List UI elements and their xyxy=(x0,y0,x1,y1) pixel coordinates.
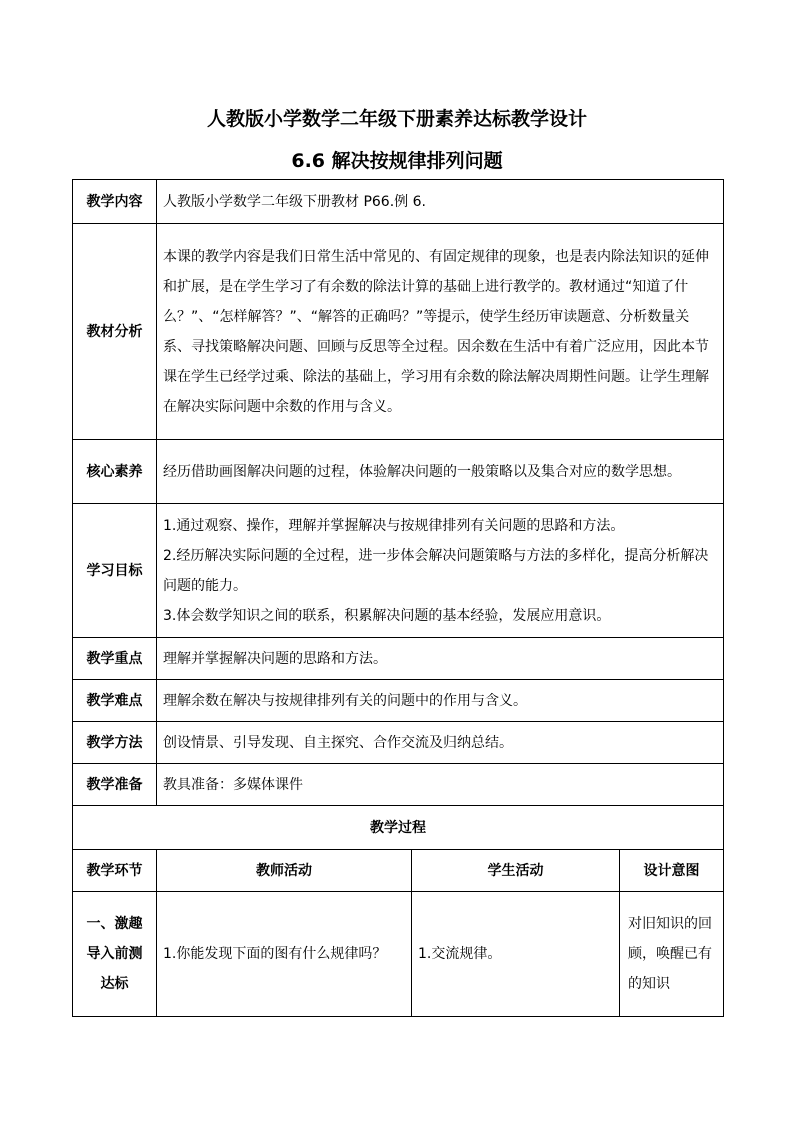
goal-item: 3.体会数学知识之间的联系，积累解决问题的基本经验，发展应用意识。 xyxy=(163,607,611,624)
label-preparation: 教学准备 xyxy=(73,764,157,806)
value-method: 创设情景、引导发现、自主探究、合作交流及归纳总结。 xyxy=(157,722,724,764)
label-material-analysis: 教材分析 xyxy=(73,224,157,440)
goal-item: 2.经历解决实际问题的全过程，进一步体会解决问题策略与方法的多样化，提高分析解决问题的能力。 xyxy=(163,547,709,594)
label-key-point: 教学重点 xyxy=(73,638,157,680)
row-preparation xyxy=(73,764,724,806)
value-learning-goals xyxy=(157,504,724,638)
value-preparation: 教具准备：多媒体课件 xyxy=(157,764,724,806)
value-core-literacy: 经历借助画图解决问题的过程，体验解决问题的一般策略以及集合对应的数学思想。 xyxy=(157,440,724,504)
value-difficulty: 理解余数在解决与按规律排列有关的问题中的作用与含义。 xyxy=(157,680,724,722)
row-process-headers xyxy=(73,850,724,892)
row-process-heading xyxy=(73,806,724,850)
header-stage: 教学环节 xyxy=(73,850,157,892)
label-difficulty: 教学难点 xyxy=(73,680,157,722)
row-key-point xyxy=(73,638,724,680)
row-material-analysis xyxy=(73,224,724,440)
lesson-plan-table xyxy=(72,179,724,1017)
label-learning-goals: 学习目标 xyxy=(73,504,157,638)
label-teaching-content: 教学内容 xyxy=(73,180,157,224)
stage-1-label: 一、激趣导入前测达标 xyxy=(73,892,157,1017)
process-heading: 教学过程 xyxy=(73,806,724,850)
value-material-analysis: 本课的教学内容是我们日常生活中常见的、有固定规律的现象，也是表内除法知识的延伸和扩展，是在学生学习了有余数的除法计算的基础上进行教学的。教材通过“知道了什么？”、“怎样解答？”、“解答的正确吗？”等提示，使学生经历审读题意、分析数量关系、寻找策略解决问题、回顾与反思等全过程。因余数在生活中有着广泛应用，因此本节课在学生已经学过乘、除法的基础上，学习用有余数的除法解决周期性问题。让学生理解在解决实际问题中余数的作用与含义。 xyxy=(157,224,724,440)
header-student-activity: 学生活动 xyxy=(412,850,620,892)
header-teacher-activity: 教师活动 xyxy=(157,850,412,892)
stage-1-student: 1.交流规律。 xyxy=(412,892,620,1017)
row-difficulty xyxy=(73,680,724,722)
row-teaching-content xyxy=(73,180,724,224)
goal-item: 1.通过观察、操作，理解并掌握解决与按规律排列有关问题的思路和方法。 xyxy=(163,517,625,534)
header-design-intent: 设计意图 xyxy=(620,850,724,892)
document-title: 人教版小学数学二年级下册素养达标教学设计 xyxy=(206,108,587,130)
row-stage-1 xyxy=(73,892,724,1017)
value-teaching-content: 人教版小学数学二年级下册教材 P66.例 6. xyxy=(157,180,724,224)
stage-1-intent: 对旧知识的回顾，唤醒已有的知识 xyxy=(620,892,724,1017)
stage-1-teacher: 1.你能发现下面的图有什么规律吗？ xyxy=(157,892,412,1017)
value-key-point: 理解并掌握解决问题的思路和方法。 xyxy=(157,638,724,680)
row-method xyxy=(73,722,724,764)
label-core-literacy: 核心素养 xyxy=(73,440,157,504)
document-subtitle: 6.6 解决按规律排列问题 xyxy=(291,150,503,172)
label-method: 教学方法 xyxy=(73,722,157,764)
row-core-literacy xyxy=(73,440,724,504)
row-learning-goals xyxy=(73,504,724,638)
